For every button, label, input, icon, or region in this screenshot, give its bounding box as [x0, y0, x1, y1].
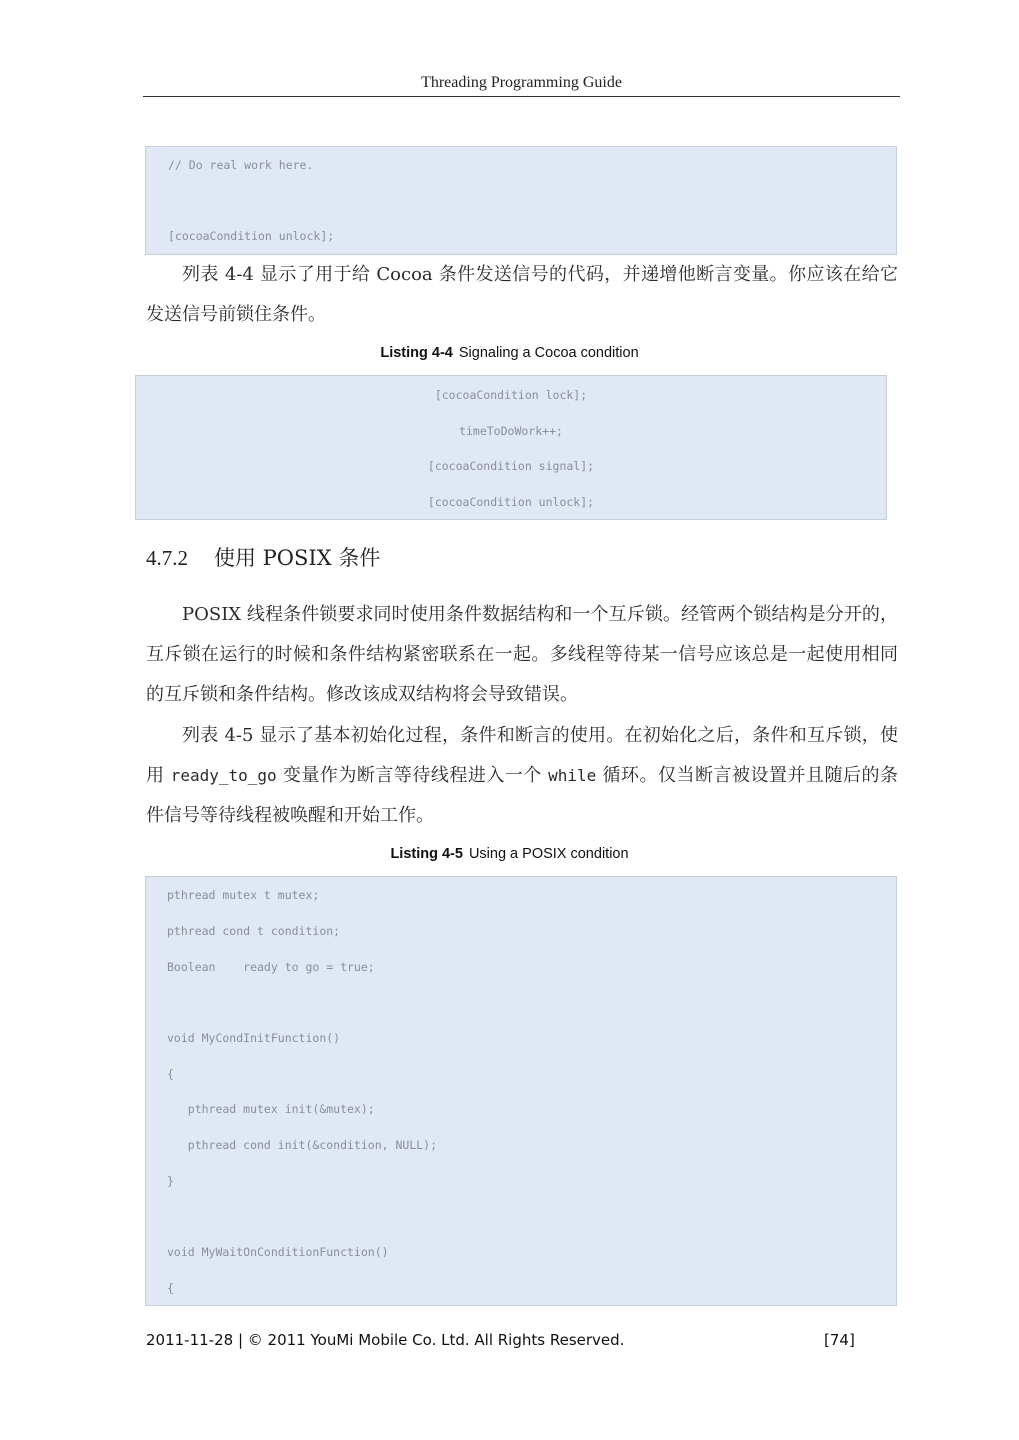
paragraph-listing-4-5-intro — [146, 716, 898, 836]
inline-code: ready_to_go — [170, 766, 277, 785]
paragraph-listing-4-4-intro: 列表 4-4 显示了用于给 Cocoa 条件发送信号的代码，并递增他断言变量。你应该在给它发送信号前锁住条件。 — [146, 264, 898, 325]
code-line: [cocoaCondition lock]; — [434, 388, 588, 402]
text-run: 变量作为断言等待线程进入一个 — [276, 765, 549, 786]
page-number: [74] — [824, 1331, 855, 1349]
code-line: { — [167, 1067, 174, 1081]
code-line: [cocoaCondition unlock]; — [427, 495, 595, 509]
code-line: // Do real work here. — [168, 158, 314, 172]
code-line: [cocoaCondition signal]; — [427, 459, 595, 473]
code-block-listing-4-5 — [145, 876, 897, 1306]
listing-title: Signaling a Cocoa condition — [458, 345, 639, 361]
section-title: 使用 POSIX 条件 — [214, 546, 381, 570]
code-line: pthread mutex t mutex; — [167, 888, 320, 902]
code-line: pthread mutex init(&mutex); — [167, 1102, 375, 1116]
inline-code: while — [548, 766, 597, 785]
code-line: pthread cond t condition; — [167, 924, 341, 938]
code-block-listing-4-4 — [135, 375, 887, 520]
code-line: timeToDoWork++; — [459, 424, 563, 438]
text-run: 列表 4-5 显示了基本初始化过程，条件和断言的使用。在初始化之后，条件和互斥锁，使用 — [146, 725, 898, 786]
paragraph-posix-conditions: POSIX 线程条件锁要求同时使用条件数据结构和一个互斥锁。经管两个锁结构是分开的，互斥锁在运行的时候和条件结构紧密联系在一起。多线程等待某一信号应该总是一起使用相同的互斥锁和条件结构。修改该成双结构将会导致错误。 — [146, 604, 898, 705]
code-line: Boolean ready to go = true; — [167, 960, 375, 974]
section-heading — [146, 542, 380, 572]
code-line: void MyWaitOnConditionFunction() — [167, 1245, 389, 1259]
page-header: Threading Programming Guide — [143, 72, 900, 97]
listing-label: Listing 4-4 — [380, 345, 453, 361]
listing-caption — [0, 846, 1019, 862]
listing-caption — [0, 345, 1019, 361]
listing-label: Listing 4-5 — [390, 846, 463, 862]
code-line: pthread cond init(&condition, NULL); — [167, 1138, 438, 1152]
code-line: { — [167, 1281, 174, 1295]
listing-title: Using a POSIX condition — [468, 846, 629, 862]
text-run: 循环。仅当断言被设置并且随后的条件信号等待线程被唤醒和开始工作。 — [146, 765, 898, 826]
code-line: void MyCondInitFunction() — [167, 1031, 341, 1045]
code-line: } — [167, 1174, 174, 1188]
code-line: [cocoaCondition unlock]; — [168, 229, 335, 243]
section-number: 4.7.2 — [146, 546, 188, 570]
code-block-continuation — [145, 146, 897, 255]
footer-copyright: 2011-11-28 | © 2011 YouMi Mobile Co. Ltd. All Rights Reserved. — [146, 1331, 625, 1349]
